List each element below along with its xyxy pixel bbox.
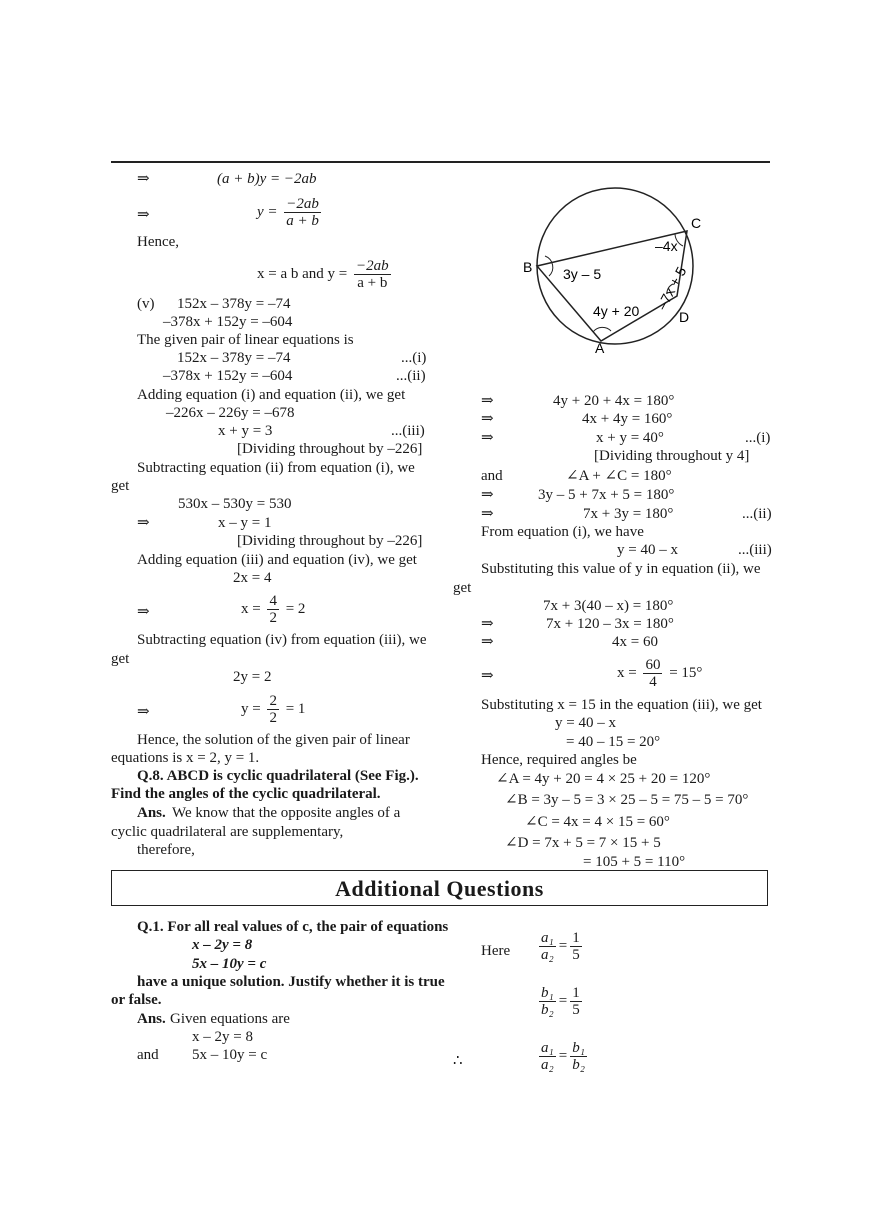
implies-symbol: ⇒ (481, 616, 494, 632)
body-text: From equation (i), we have (481, 524, 644, 540)
section-title: Additional Questions (335, 876, 544, 901)
equation-line: 4x = 60 (612, 634, 658, 650)
implies-symbol: ⇒ (137, 604, 150, 620)
circle-outline (537, 188, 693, 344)
equation-tag: ...(iii) (738, 542, 772, 558)
implies-symbol: ⇒ (481, 430, 494, 446)
equation-line: x – 2y = 8 (192, 1029, 253, 1045)
angle-result: ∠D = 7x + 5 = 7 × 15 + 5 (505, 835, 661, 851)
fraction-numerator: a₁ (541, 1040, 554, 1056)
equation-line: 7x + 120 – 3x = 180° (546, 616, 674, 632)
equation-line: 2y = 2 (233, 669, 272, 685)
implies-symbol: ⇒ (137, 515, 150, 531)
implies-symbol: ⇒ (481, 487, 494, 503)
equals-sign: = (558, 992, 568, 1009)
equation-line: 530x – 530y = 530 (178, 496, 292, 512)
implies-symbol: ⇒ (481, 411, 494, 427)
equation-line: 152x – 378y = –74 (177, 350, 291, 366)
equation-line: 4x + 4y = 160° (582, 411, 673, 427)
fraction-result: = 1 (285, 700, 306, 717)
equation-line: (a + b)y = −2ab (217, 171, 317, 187)
body-text: and (481, 468, 503, 484)
body-text: Substituting this value of y in equation (ii), we (481, 561, 761, 577)
fraction-numerator: a₁ (541, 930, 554, 946)
angle-result: ∠C = 4x = 4 × 15 = 60° (525, 814, 670, 830)
implies-symbol: ⇒ (481, 668, 494, 684)
angle-label-d: –7x + 5 (653, 263, 690, 313)
equation-tag: ...(ii) (396, 368, 426, 384)
fraction-denominator: 2 (269, 610, 277, 626)
hence-text: Hence, (137, 234, 180, 250)
fraction-denominator: b₂ (572, 1057, 585, 1073)
fraction-lhs: x = a b and y = (257, 265, 348, 282)
equation-line: y = 40 – x (555, 715, 616, 731)
equation-line: 2x = 4 (233, 570, 272, 586)
vertex-label-b: B (523, 259, 533, 275)
body-text: cyclic quadrilateral are supplementary, (111, 824, 344, 840)
fraction-denominator: a + b (357, 275, 388, 291)
fraction-numerator: 4 (269, 593, 277, 609)
question-title: Q.8. ABCD is cyclic quadrilateral (See Fig.). (137, 768, 419, 784)
body-text: equations is x = 2, y = 1. (111, 750, 260, 766)
body-text: Hence, the solution of the given pair of linear (137, 732, 410, 748)
equation-tag: ...(ii) (742, 506, 772, 522)
body-text: get (111, 651, 130, 667)
body-text: Hence, required angles be (481, 752, 637, 768)
question-title: Q.1. For all real values of c, the pair of equations (137, 919, 449, 935)
fraction-numerator: −2ab (355, 258, 389, 274)
question-equation: x – 2y = 8 (192, 937, 253, 953)
answer-label: Ans. (137, 805, 166, 821)
fraction-denominator: a₂ (541, 1057, 554, 1073)
fraction-lhs: x = (241, 600, 261, 617)
equation-line: 7x + 3y = 180° (583, 506, 674, 522)
fraction-denominator: 5 (572, 1002, 580, 1018)
body-text: therefore, (137, 842, 195, 858)
fraction-denominator: a + b (286, 213, 319, 229)
angle-result: ∠B = 3y – 5 = 3 × 25 – 5 = 75 – 5 = 70° (505, 792, 749, 808)
angle-label-a: 4y + 20 (593, 303, 640, 319)
fraction-numerator: −2ab (286, 196, 319, 212)
equation-line: –226x – 226y = –678 (166, 405, 295, 421)
ratio-equation (536, 1040, 590, 1073)
equation-tag: ...(i) (745, 430, 771, 446)
fraction-lhs: x = (617, 664, 637, 681)
fraction-denominator: a₂ (541, 947, 554, 963)
implies-symbol: ⇒ (137, 171, 150, 187)
body-text: Adding equation (i) and equation (ii), we get (137, 387, 406, 403)
section-header-box (111, 870, 768, 906)
top-rule (111, 161, 770, 163)
fraction-numerator: 1 (572, 985, 580, 1001)
fraction-equation (257, 196, 324, 229)
implies-symbol: ⇒ (137, 207, 150, 223)
equation-line: –378x + 152y = –604 (163, 368, 293, 384)
body-text: Subtracting equation (iv) from equation (iii), we (137, 632, 427, 648)
equation-tag: ...(i) (401, 350, 427, 366)
fraction-denominator: 2 (269, 710, 277, 726)
question-title: have a unique solution. Justify whether it is true (137, 974, 445, 990)
equation-line: x + y = 3 (218, 423, 273, 439)
equation-line: ∠A + ∠C = 180° (566, 468, 672, 484)
question-equation: 5x – 10y = c (192, 956, 267, 972)
fraction-numerator: b₁ (541, 985, 554, 1001)
body-text: Subtracting equation (ii) from equation (i), we (137, 460, 415, 476)
fraction-result: = 15° (669, 664, 703, 681)
body-text: Here (481, 943, 511, 959)
body-text: get (453, 580, 472, 596)
equation-line: 3y – 5 + 7x + 5 = 180° (538, 487, 675, 503)
vertex-label-d: D (679, 309, 690, 325)
implies-symbol: ⇒ (481, 634, 494, 650)
angle-label-c: –4x (655, 238, 678, 254)
fraction-equation (241, 593, 305, 626)
note-text: [Dividing throughout by –226] (237, 533, 423, 549)
fraction-lhs: y = (241, 700, 261, 717)
implies-symbol: ⇒ (137, 704, 150, 720)
vertex-label-c: C (691, 215, 702, 231)
vertex-label-a: A (595, 340, 605, 356)
equals-sign: = (558, 937, 568, 954)
equation-line: –378x + 152y = –604 (163, 314, 293, 330)
fraction-denominator: b₂ (541, 1002, 554, 1018)
angle-result: = 105 + 5 = 110° (583, 854, 686, 870)
fraction-equation (617, 657, 702, 690)
body-text: Substituting x = 15 in the equation (iii), we get (481, 697, 762, 713)
fraction-equation (241, 693, 305, 726)
equation-line: = 40 – 15 = 20° (566, 734, 661, 750)
fraction-denominator: 5 (572, 947, 580, 963)
body-text: get (111, 478, 130, 494)
fraction-numerator: 2 (269, 693, 277, 709)
fraction-equation (257, 258, 394, 291)
implies-symbol: ⇒ (481, 393, 494, 409)
answer-label: Ans. (137, 1011, 166, 1027)
equation-tag: ...(iii) (391, 423, 425, 439)
equation-line: 4y + 20 + 4x = 180° (553, 393, 675, 409)
angle-result: ∠A = 4y + 20 = 4 × 25 + 20 = 120° (496, 771, 711, 787)
equation-line: 7x + 3(40 – x) = 180° (543, 598, 674, 614)
ratio-equation (536, 930, 585, 963)
part-label: (v) (137, 296, 155, 312)
ratio-equation (536, 985, 585, 1018)
equation-line: x + y = 40° (596, 430, 664, 446)
angle-arc-b (545, 256, 553, 276)
angle-arc-a (593, 327, 611, 332)
equation-line: x – y = 1 (218, 515, 272, 531)
fraction-result: = 2 (285, 600, 306, 617)
note-text: [Dividing throughout by –226] (237, 441, 423, 457)
question-title: or false. (111, 992, 162, 1008)
fraction-lhs: y = (257, 203, 278, 220)
fraction-denominator: 4 (649, 674, 657, 690)
fraction-numerator: 1 (572, 930, 580, 946)
body-text: The given pair of linear equations is (137, 332, 354, 348)
body-text: Adding equation (iii) and equation (iv), we get (137, 552, 417, 568)
equation-line: 152x – 378y = –74 (177, 296, 291, 312)
equals-sign: = (558, 1047, 568, 1064)
fraction-numerator: 60 (645, 657, 661, 673)
therefore-symbol: ∴ (453, 1053, 463, 1069)
equation-line: y = 40 – x (617, 542, 678, 558)
implies-symbol: ⇒ (481, 506, 494, 522)
question-title: Find the angles of the cyclic quadrilateral. (111, 786, 381, 802)
fraction-numerator: b₁ (572, 1040, 585, 1056)
body-text: and (137, 1047, 159, 1063)
equation-line: 5x – 10y = c (192, 1047, 268, 1063)
angle-label-b: 3y – 5 (563, 266, 602, 282)
note-text: [Dividing throughout y 4] (594, 448, 750, 464)
body-text: Given equations are (170, 1011, 290, 1027)
cyclic-quadrilateral-diagram (515, 176, 715, 356)
body-text: We know that the opposite angles of a (172, 805, 401, 821)
